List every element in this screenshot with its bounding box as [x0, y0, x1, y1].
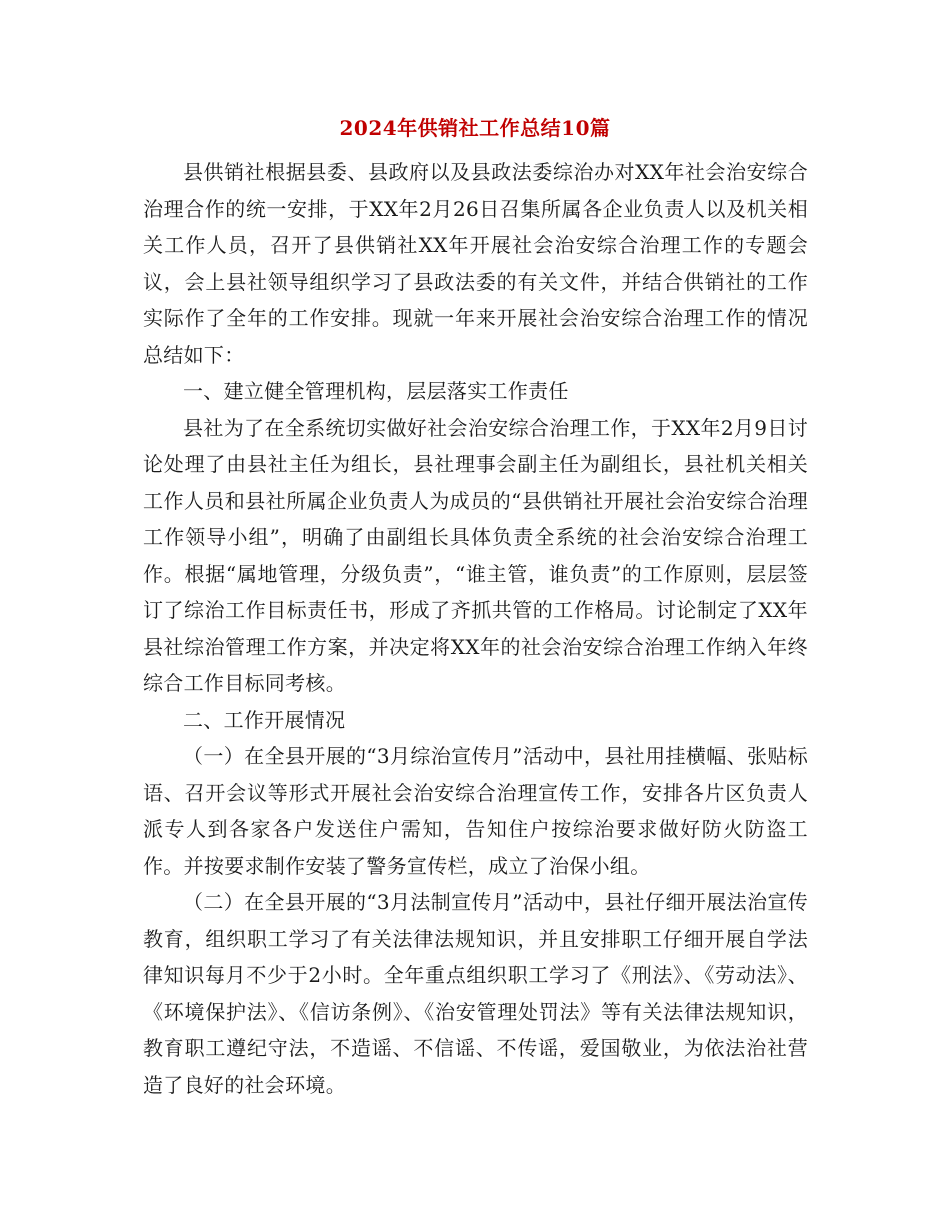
paragraph-subsection-2: （二）在全县开展的“3月法制宣传月”活动中，县社仔细开展法治宣传教育，组织职工学习了有关法律法规知识，并且安排职工仔细开展自学法律知识每月不少于2小时。全年重点组织职工学习了《刑法》、《劳动法》、《环境保护法》、《信访条例》、《治安管理处罚法》等有关法律法规知识，教育职工遵纪守法，不造谣、不信谣、不传谣，爱国敬业，为依法治社营造了良好的社会环境。 [143, 890, 808, 1097]
paragraph-section-1: 县社为了在全系统切实做好社会治安综合治理工作，于XX年2月9日讨论处理了由县社主任为组长，县社理事会副主任为副组长，县社机关相关工作人员和县社所属企业负责人为成员的“县供销社开展社会治安综合治理工作领导小组”，明确了由副组长具体负责全系统的社会治安综合治理工作。根据“属地管理，分级负责”，“谁主管，谁负责”的工作原则，层层签订了综治工作目标责任书，形成了齐抓共管的工作格局。讨论制定了XX年县社综治管理工作方案，并决定将XX年的社会治安综合治理工作纳入年终综合工作目标同考核。 [143, 415, 808, 695]
document-title: 2024年供销社工作总结10篇 [339, 116, 611, 140]
section-heading-2: 二、工作开展情况 [183, 707, 346, 732]
document-body [143, 154, 808, 1103]
section-heading-1: 一、建立健全管理机构，层层落实工作责任 [183, 379, 569, 403]
paragraph-intro: 县供销社根据县委、县政府以及县政法委综治办对XX年社会治安综合治理合作的统一安排，于XX年2月26日召集所属各企业负责人以及机关相关工作人员，召开了县供销社XX年开展社会治安综合治理工作的专题会议，会上县社领导组织学习了县政法委的有关文件，并结合供销社的工作实际作了全年的工作安排。现就一年来开展社会治安综合治理工作的情况总结如下： [143, 160, 808, 367]
paragraph-subsection-1: （一）在全县开展的“3月综治宣传月”活动中，县社用挂横幅、张贴标语、召开会议等形式开展社会治安综合治理宣传工作，安排各片区负责人派专人到各家各户发送住户需知，告知住户按综治要求做好防火防盗工作。并按要求制作安装了警务宣传栏，成立了治保小组。 [143, 744, 808, 878]
